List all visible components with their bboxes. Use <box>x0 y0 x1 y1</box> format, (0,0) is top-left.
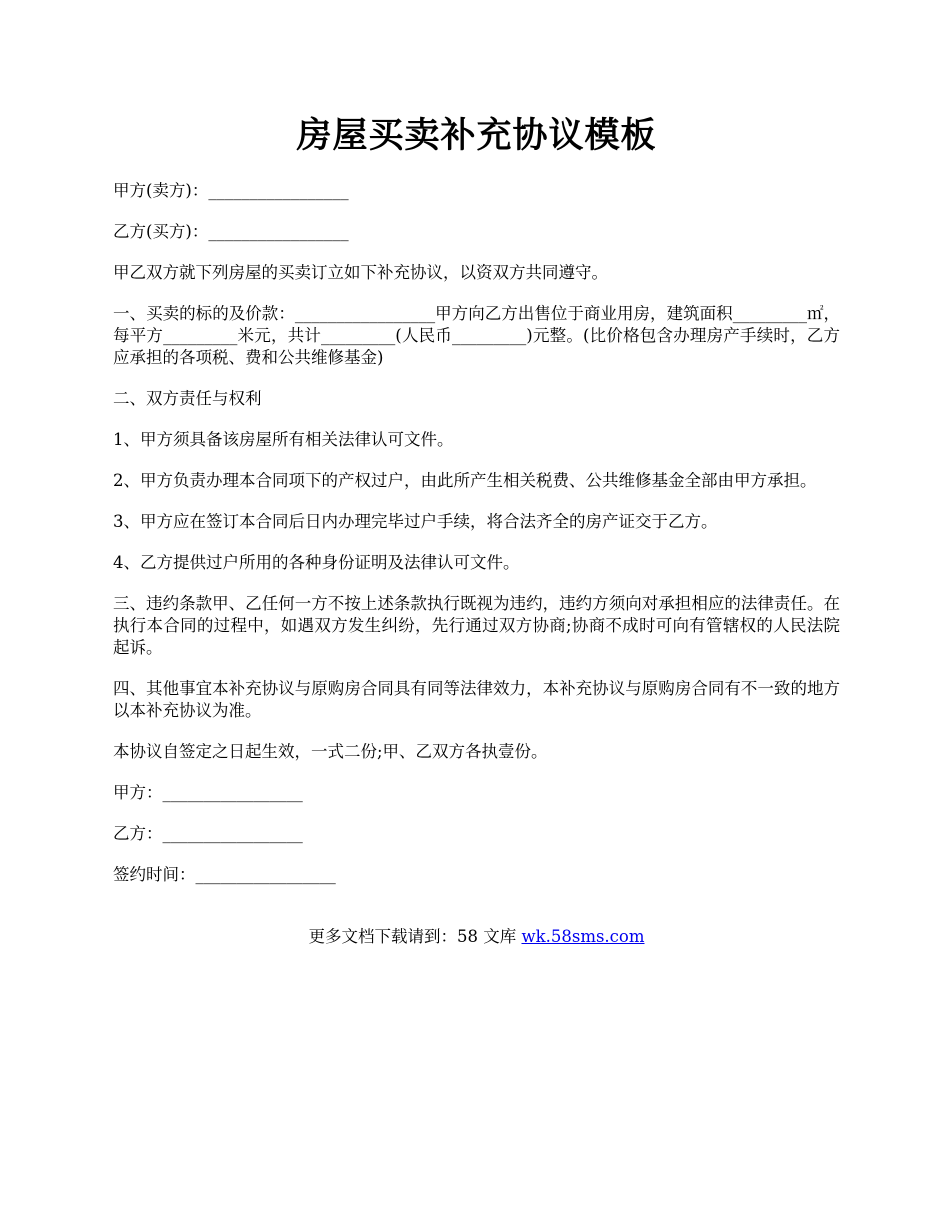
clause-2-item-3: 3、甲方应在签订本合同后日内办理完毕过户手续，将合法齐全的房产证交于乙方。 <box>113 512 718 531</box>
document-body <box>113 180 840 905</box>
signing-date-line: 签约时间：_________________ <box>113 865 336 884</box>
clause-3-breach: 三、违约条款甲、乙任何一方不按上述条款执行既视为违约，违约方须向对承担相应的法律责任。在执行本合同的过程中，如遇双方发生纠纷，先行通过双方协商;协商不成时可向有管辖权的人民法院起诉。 <box>113 594 840 657</box>
clause-1-subject-and-price: 一、买卖的标的及价款：_________________甲方向乙方出售位于商业用房，建筑面积_________㎡，每平方_________米元，共计_________(人民币_________)元整。(比价格包含办理房产手续时，乙方应承担的各项税、费和公共维修基金) <box>113 304 840 367</box>
signature-party-a: 甲方：_________________ <box>113 783 303 802</box>
clause-2-item-2: 2、甲方负责办理本合同项下的产权过户，由此所产生相关税费、公共维修基金全部由甲方承担。 <box>113 471 817 490</box>
clause-2-item-4: 4、乙方提供过户所用的各种身份证明及法律认可文件。 <box>113 553 520 572</box>
effective-clause: 本协议自签定之日起生效，一式二份;甲、乙双方各执壹份。 <box>113 742 548 761</box>
footer-text: 更多文档下载请到：58 文库 <box>308 927 522 946</box>
clause-2-item-1: 1、甲方须具备该房屋所有相关法律认可文件。 <box>113 430 454 449</box>
clause-4-other-matters: 四、其他事宜本补充协议与原购房合同具有同等法律效力，本补充协议与原购房合同有不一致的地方以本补充协议为准。 <box>113 679 840 720</box>
intro-paragraph: 甲乙双方就下列房屋的买卖订立如下补充协议，以资双方共同遵守。 <box>113 263 608 282</box>
party-a-seller-line: 甲方(卖方)：_________________ <box>113 181 349 200</box>
footer-link[interactable]: wk.58sms.com <box>521 927 645 946</box>
footer <box>113 926 840 948</box>
signature-party-b: 乙方：_________________ <box>113 824 303 843</box>
party-b-buyer-line: 乙方(买方)：_________________ <box>113 222 349 241</box>
clause-2-heading: 二、双方责任与权利 <box>113 389 262 408</box>
document-title: 房屋买卖补充协议模板 <box>296 115 657 156</box>
